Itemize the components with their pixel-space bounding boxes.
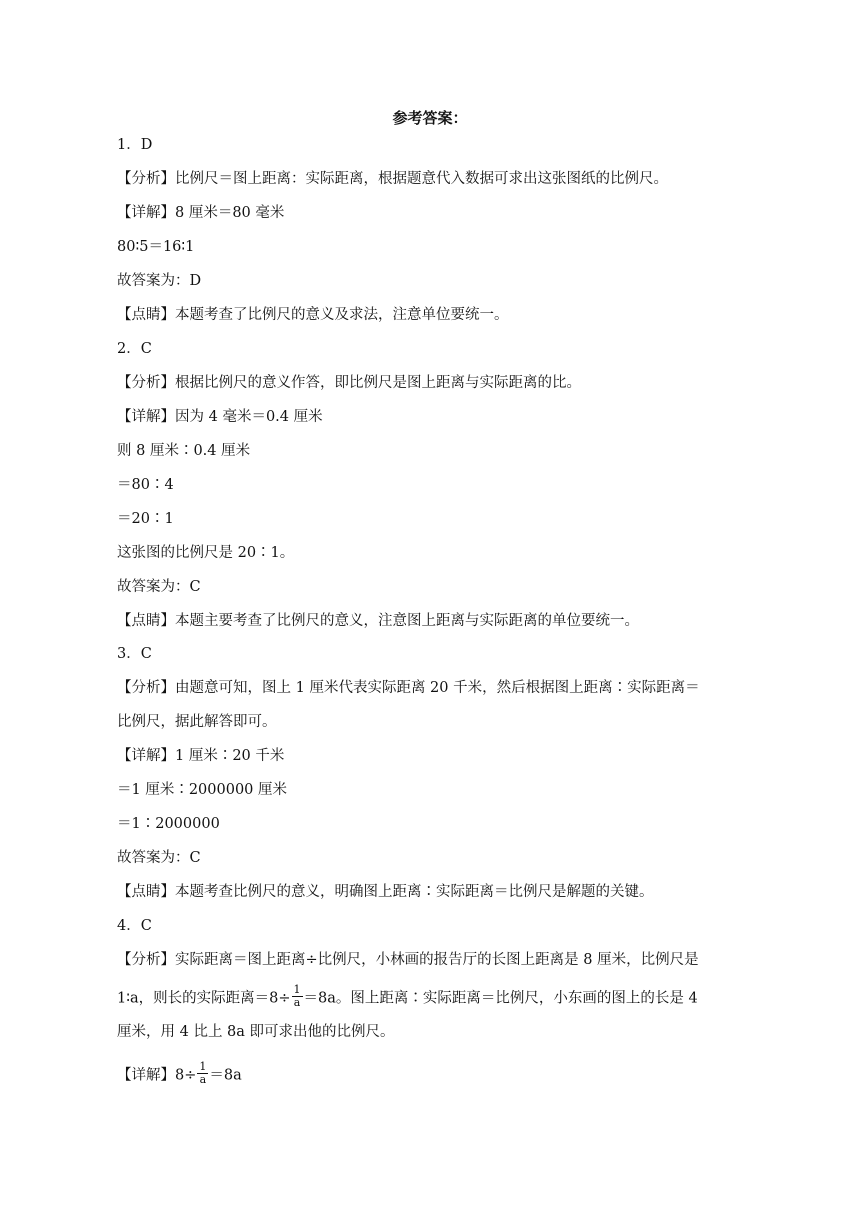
detail-line: 【详解】8 厘米＝80 毫米 <box>117 205 285 221</box>
comment-line: 【点睛】本题主要考查了比例尺的意义，注意图上距离与实际距离的单位要统一。 <box>117 613 639 629</box>
detail-line: 则 8 厘米∶0.4 厘米 <box>117 443 251 459</box>
text-segment: ＝8a。图上距离∶实际距离＝比例尺，小东画的图上的长是 4 <box>303 990 698 1007</box>
analysis-line: 【分析】实际距离＝图上距离÷比例尺，小林画的报告厅的长图上距离是 8 厘米，比例尺是 <box>117 952 699 968</box>
fraction-denominator: a <box>293 996 301 1009</box>
answer-line: 故答案为：D <box>117 273 202 289</box>
fraction-numerator: 1 <box>199 1060 207 1073</box>
text-segment: 【详解】8÷ <box>117 1067 197 1084</box>
answer-number: 2．C <box>117 341 152 357</box>
detail-line: 【详解】因为 4 毫米＝0.4 厘米 <box>117 409 323 425</box>
answer-line: 故答案为：C <box>117 579 201 595</box>
detail-line: 80∶5＝16∶1 <box>117 239 195 255</box>
answer-line: 故答案为：C <box>117 850 201 866</box>
analysis-line: 【分析】根据比例尺的意义作答，即比例尺是图上距离与实际距离的比。 <box>117 375 581 391</box>
detail-line: ＝20∶1 <box>117 511 174 527</box>
answer-number: 1．D <box>117 137 153 153</box>
comment-line: 【点睛】本题考查了比例尺的意义及求法，注意单位要统一。 <box>117 307 509 323</box>
text-segment: 1∶a，则长的实际距离＝8÷ <box>117 990 291 1007</box>
detail-line: ＝80∶4 <box>117 477 174 493</box>
fraction-numerator: 1 <box>293 983 301 996</box>
detail-line: 这张图的比例尺是 20∶1。 <box>117 545 295 561</box>
answer-number: 4．C <box>117 918 152 934</box>
analysis-line: 厘米，用 4 比上 8a 即可求出他的比例尺。 <box>117 1024 395 1040</box>
analysis-line: 【分析】比例尺＝图上距离：实际距离，根据题意代入数据可求出这张图纸的比例尺。 <box>117 171 668 187</box>
detail-line: ＝1∶2000000 <box>117 816 220 832</box>
page-title: 参考答案： <box>392 109 468 127</box>
detail-line: 【详解】1 厘米∶20 千米 <box>117 748 285 764</box>
fraction <box>292 984 303 1009</box>
fraction <box>197 1061 208 1086</box>
detail-line: ＝1 厘米∶2000000 厘米 <box>117 782 288 798</box>
analysis-line-with-fraction <box>117 983 698 1011</box>
analysis-line: 【分析】由题意可知，图上 1 厘米代表实际距离 20 千米，然后根据图上距离∶实际距离＝ <box>117 680 700 696</box>
comment-line: 【点睛】本题考查比例尺的意义，明确图上距离∶实际距离＝比例尺是解题的关键。 <box>117 884 654 900</box>
fraction-denominator: a <box>199 1073 207 1086</box>
detail-line-with-fraction <box>117 1060 242 1088</box>
text-segment: ＝8a <box>209 1067 242 1084</box>
analysis-line: 比例尺，据此解答即可。 <box>117 714 277 730</box>
answer-number: 3．C <box>117 646 152 662</box>
